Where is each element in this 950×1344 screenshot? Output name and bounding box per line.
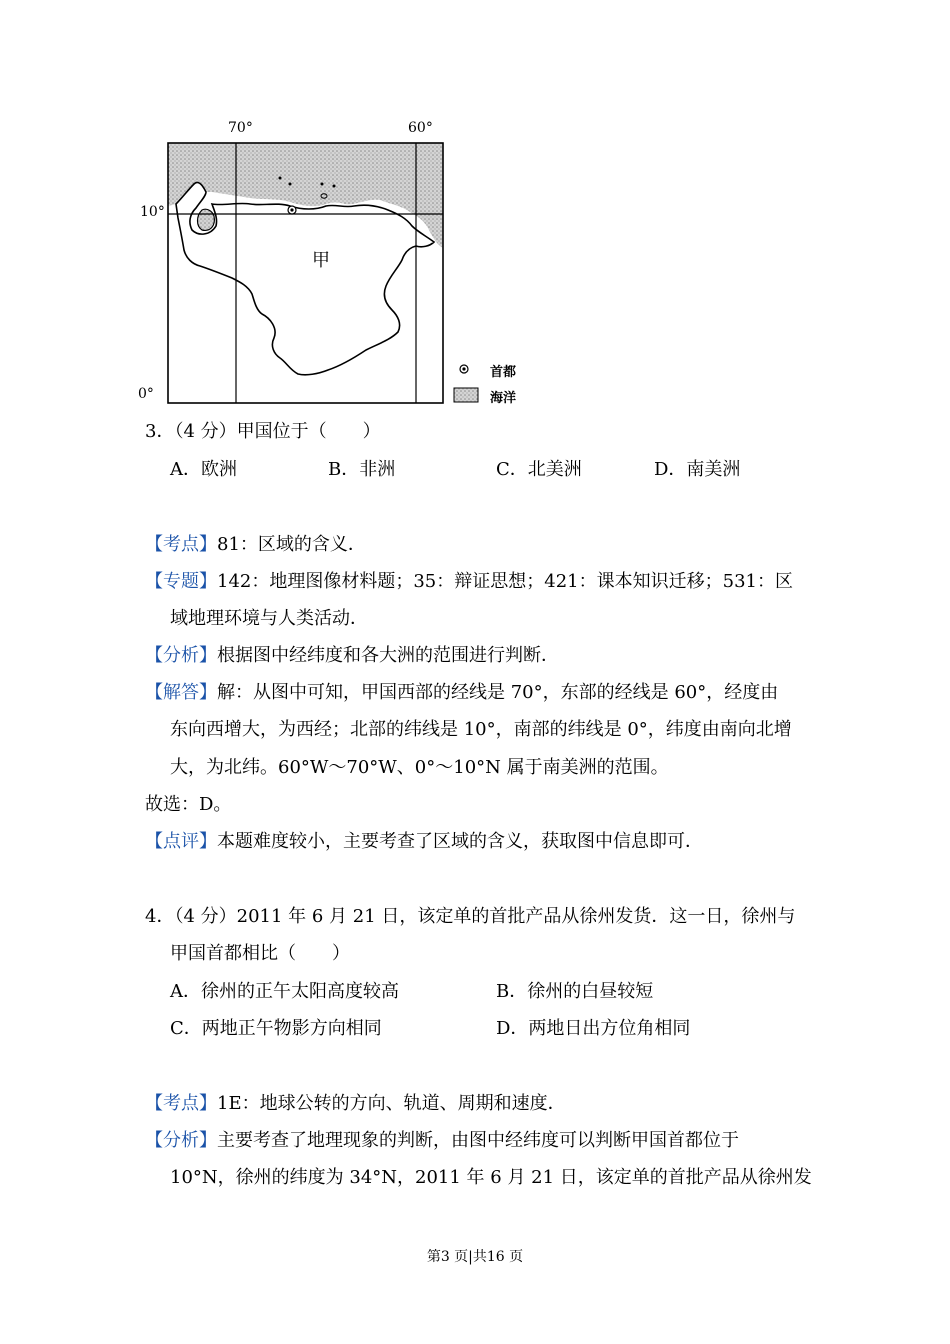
legend-label-ocean: 海洋 [490,391,517,406]
kaodian-tag-q4: 【考点】 [145,1093,217,1114]
q3-option-b: B．非洲 [328,459,396,480]
q4-stem: 4．（4 分）2011 年 6 月 21 日，该定单的首批产品从徐州发货．这一日，徐州与 [145,906,796,927]
q4-kaodian: 【考点】1E：地球公转的方向、轨道、周期和速度． [145,1093,566,1114]
ocean-swatch-icon [454,388,478,402]
q4-stem-cont: 甲国首都相比（ ） [170,943,350,964]
country-label: 甲 [312,250,330,271]
q3-jieda-line3: 大，为北纬。60°W～70°W、0°～10°N 属于南美洲的范围。 [170,757,669,778]
dianping-tag: 【点评】 [145,831,217,852]
lake [198,209,215,230]
capital-symbol-icon [288,206,296,214]
fenxi-tag: 【分析】 [145,645,217,666]
q4-option-d: D．两地日出方位角相同 [496,1018,691,1039]
q3-fenxi: 【分析】根据图中经纬度和各大洲的范围进行判断． [145,645,559,666]
jieda-tag: 【解答】 [145,682,217,703]
q3-option-c: C．北美洲 [496,459,582,480]
q4-option-b: B．徐州的白昼较短 [496,981,654,1002]
q3-jieda-line2: 东向西增大，为西经；北部的纬线是 10°，南部的纬线是 0°，纬度由南向北增 [170,719,792,740]
q4-fenxi: 【分析】主要考查了地理现象的判断，由图中经纬度可以判断甲国首都位于 [145,1130,739,1151]
q3-kaodian: 【考点】81：区域的含义． [145,534,366,555]
country-outline [176,182,434,374]
kaodian-tag: 【考点】 [145,534,217,555]
q4-option-a: A．徐州的正午太阳高度较高 [170,981,399,1002]
q3-stem: 3．（4 分）甲国位于（ ） [145,421,381,442]
q4-option-c: C．两地正午物影方向相同 [170,1018,382,1039]
lat-label-0: 0° [138,386,154,402]
venezuela-map-figure [140,118,530,408]
q3-jieda: 【解答】解：从图中可知，甲国西部的经线是 70°，东部的经线是 60°，经度由 [145,682,779,703]
q3-zhuanti: 【专题】142：地理图像材料题；35：辩证思想；421：课本知识迁移；531：区 [145,571,793,592]
q3-option-d: D．南美洲 [654,459,741,480]
lat-label-10: 10° [140,204,165,220]
fenxi-tag-q4: 【分析】 [145,1130,217,1151]
q3-option-a: A．欧洲 [170,459,237,480]
legend-capital-icon [460,365,468,373]
lon-label-60: 60° [408,120,433,136]
q4-fenxi-line2: 10°N，徐州的纬度为 34°N，2011 年 6 月 21 日，该定单的首批产品从徐州发 [170,1167,812,1188]
zhuanti-tag: 【专题】 [145,571,217,592]
q3-zhuanti-cont: 域地理环境与人类活动． [170,608,368,629]
q3-dianping: 【点评】本题难度较小，主要考查了区域的含义，获取图中信息即可． [145,831,703,852]
page-footer: 第3 页|共16 页 [426,1249,524,1265]
legend-label-capital: 首都 [490,365,517,380]
q3-answer: 故选：D。 [145,794,232,815]
lon-label-70: 70° [228,120,253,136]
